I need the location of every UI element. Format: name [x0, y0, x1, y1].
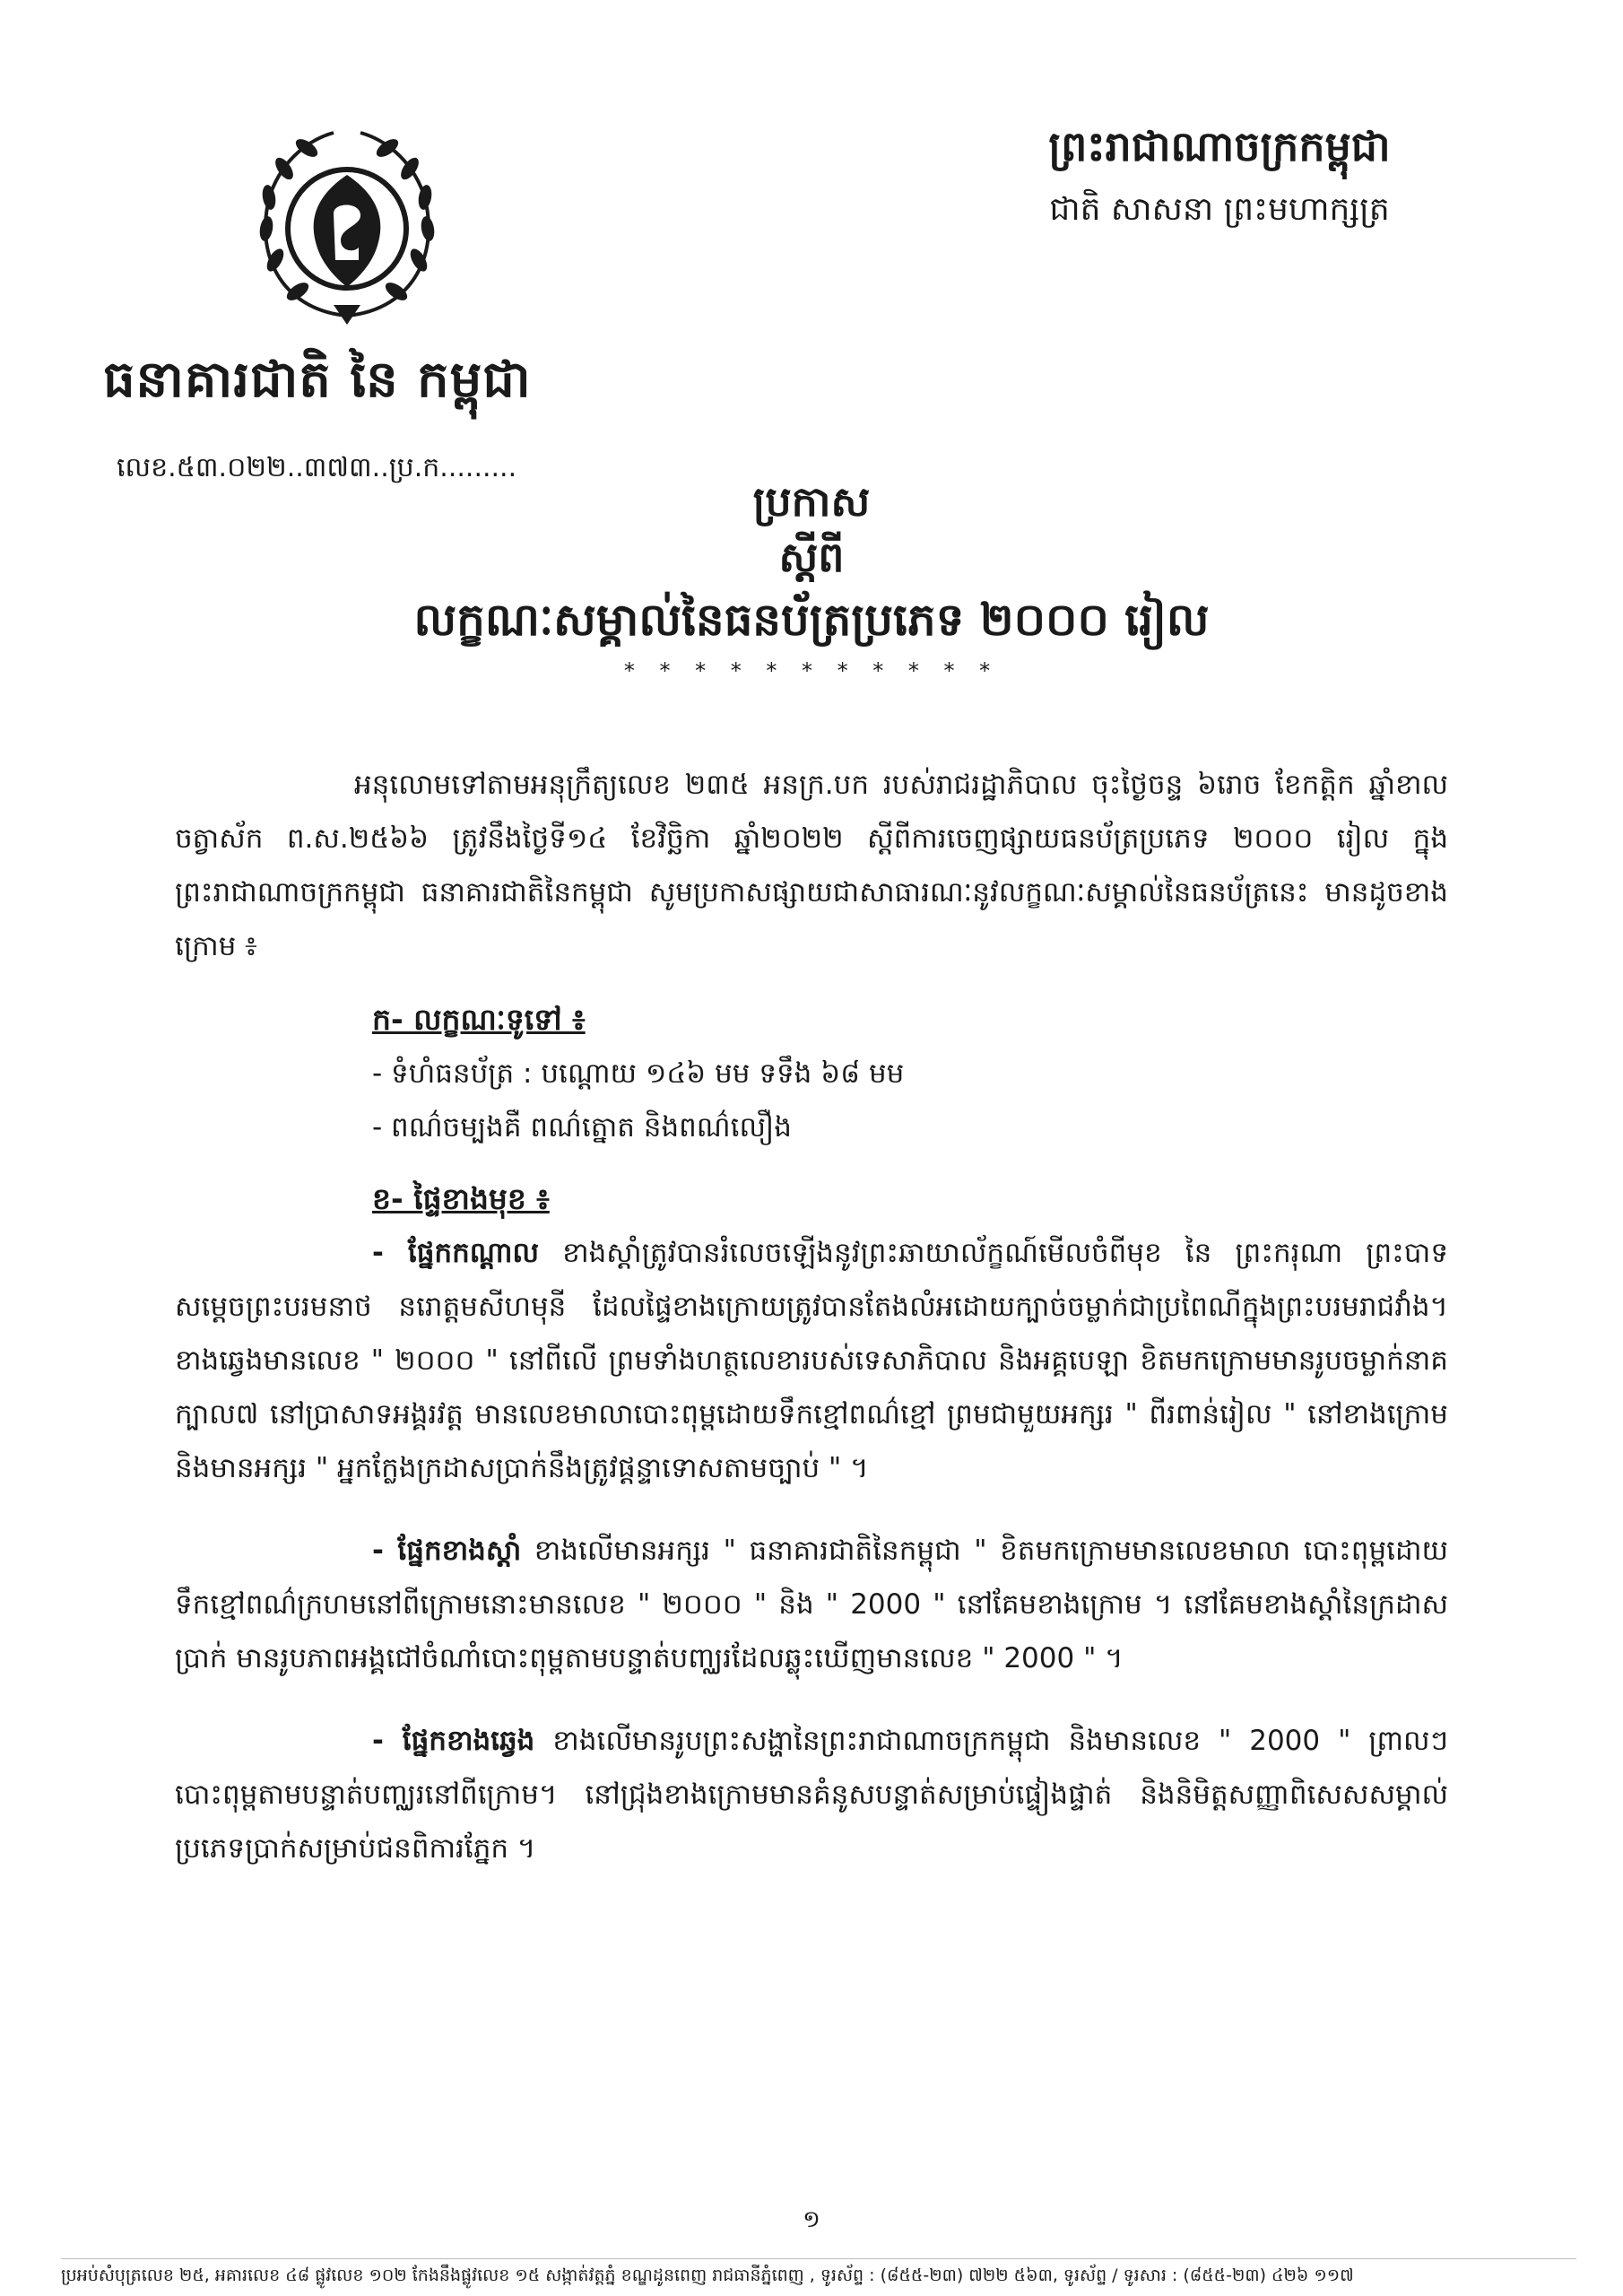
front-left-paragraph [175, 1714, 1448, 1875]
front-center-lead: - ផ្នែកកណ្ដាល [372, 1237, 539, 1269]
front-left-text: ខាងលើមានរូបព្រះសង្ហានៃព្រះរាជាណាចក្រកម្ពុជា និងមានលេខ " 2000 " ព្រាលៗបោះពុម្ពតាមបន្ទាត់បញ្ឈរនៅពីក្រោម។ នៅជ្រុងខាងក្រោមមានគំនូសបន្ទាត់សម្រាប់ផ្ទៀងផ្ទាត់ និងនិមិត្តសញ្ញាពិសេសសម្គាល់ប្រភេទប្រាក់សម្រាប់ជនពិការភ្នែក ។ [175, 1725, 1448, 1865]
document-body [175, 758, 1448, 1904]
section-general-heading: ក- លក្ខណៈទូទៅ ៖ [372, 1002, 586, 1037]
title-on: ស្ដីពី [778, 533, 845, 581]
footer-address: ប្រអប់សំបុត្រលេខ ២៥, អគារលេខ ៤៨ ផ្លូវលេខ ១០២ កែងនឹងផ្លូវលេខ ១៥ សង្កាត់វត្តភ្នំ ខណ្ឌដូនពេញ រាជធានីភ្នំពេញ , ទូរស័ព្ទ : (៨៥៥-២៣) ៧២២ ៥៦៣, ទូរស័ព្ទ / ទូរសារ : (៨៥៥-២៣) ៤២៦ ១១៧ [61, 2258, 1576, 2290]
front-right-paragraph [175, 1524, 1448, 1685]
title-proclamation: ប្រកាស [752, 477, 871, 526]
front-right-text: ខាងលើមានអក្សរ " ធនាគារជាតិនៃកម្ពុជា " ខិតមកក្រោមមានលេខមាលា បោះពុម្ពដោយទឹកខ្មៅពណ៌ក្រហមនៅពីក្រោមនោះមានលេខ " ២០០០ " និង " 2000 " នៅគែមខាងក្រោម ។ នៅគែមខាងស្ដាំនៃក្រដាសប្រាក់ មានរូបភាពអង្គជៅចំណាំបោះពុម្ពតាមបន្ទាត់បញ្ឈរដែលឆ្លុះឃើញមានលេខ " 2000 " ។ [175, 1535, 1448, 1674]
national-bank-emblem-icon [235, 117, 459, 341]
national-motto: ជាតិ សាសនា ព្រះមហាក្សត្រ [1049, 191, 1390, 228]
front-right-lead: - ផ្នែកខាងស្តាំ [372, 1535, 522, 1567]
kingdom-heading: ព្រះរាជាណាចក្រកម្ពុជា [1048, 122, 1391, 170]
intro-paragraph: អនុលោមទៅតាមអនុក្រឹត្យលេខ ២៣៥ អនក្រ.បក របស់រាជរដ្ឋាភិបាល ចុះថ្ងៃចន្ទ ៦រោច ខែកត្តិក ឆ្នាំខាល ចត្វាស័ក ព.ស.២៥៦៦ ត្រូវនឹងថ្ងៃទី១៤ ខែវិច្ឆិកា ឆ្នាំ២០២២ ស្តីពីការចេញផ្សាយធនប័ត្រប្រភេទ ២០០០ រៀល ក្នុងព្រះរាជាណាចក្រកម្ពុជា ធនាគារជាតិនៃកម្ពុជា សូមប្រកាសផ្សាយជាសាធារណៈនូវលក្ខណៈសម្គាល់នៃធនប័ត្រនេះ មានដូចខាងក្រោម ៖ [175, 769, 1448, 962]
title-separator: * * * * * * * * * * * [623, 658, 1000, 683]
front-center-text: ខាងស្តាំត្រូវបានរំលេចឡើងនូវព្រះឆាយាល័ក្ខណ៍មើលចំពីមុខ នៃ ព្រះករុណា ព្រះបាទ សម្ដេចព្រះបរមនាថ នរោត្តមសីហមុនី ដែលផ្ទៃខាងក្រោយត្រូវបានតែងលំអដោយក្បាច់ចម្លាក់ជាប្រពៃណីក្នុងព្រះបរមរាជវាំង។ ខាងឆ្វេងមានលេខ " ២០០០ " នៅពីលើ ព្រមទាំងហត្ថលេខារបស់ទេសាភិបាល និងអគ្គបេឡា ខិតមកក្រោមមានរូបចម្លាក់នាគក្បាល៧ នៅប្រាសាទអង្គរវត្ត មានលេខមាលាបោះពុម្ពដោយទឹកខ្មៅពណ៌ខ្មៅ ព្រមជាមួយអក្សរ " ពីរពាន់រៀល " នៅខាងក្រោម និងមានអក្សរ " អ្នកក្លែងក្រដាសប្រាក់នឹងត្រូវផ្តន្ទាទោសតាមច្បាប់ " ។ [175, 1237, 1448, 1484]
page-number: ១ [803, 2206, 820, 2233]
general-item-size: - ទំហំធនប័ត្រ : បណ្ដោយ ១៤៦ មម ទទឹង ៦៨ មម [372, 1057, 905, 1090]
title-block [0, 474, 1623, 683]
general-item-color: - ពណ៌ចម្បងគឺ ពណ៌ត្នោត និងពណ៌លឿង [372, 1111, 792, 1144]
bank-name: ធនាគារជាតិ នៃ កម្ពុជា [103, 351, 532, 409]
front-left-lead: - ផ្នែកខាងឆ្វេង [372, 1725, 535, 1757]
front-center-paragraph [175, 1226, 1448, 1495]
title-subject: លក្ខណៈសម្គាល់នៃធនប័ត្រប្រភេទ ២០០០ រៀល [413, 594, 1210, 646]
reference-number: លេខ.៥៣.០២២..៣៧៣..ប្រ.ក......... [117, 452, 517, 483]
section-front-heading: ខ- ផ្ទៃខាងមុខ ៖ [372, 1181, 550, 1216]
